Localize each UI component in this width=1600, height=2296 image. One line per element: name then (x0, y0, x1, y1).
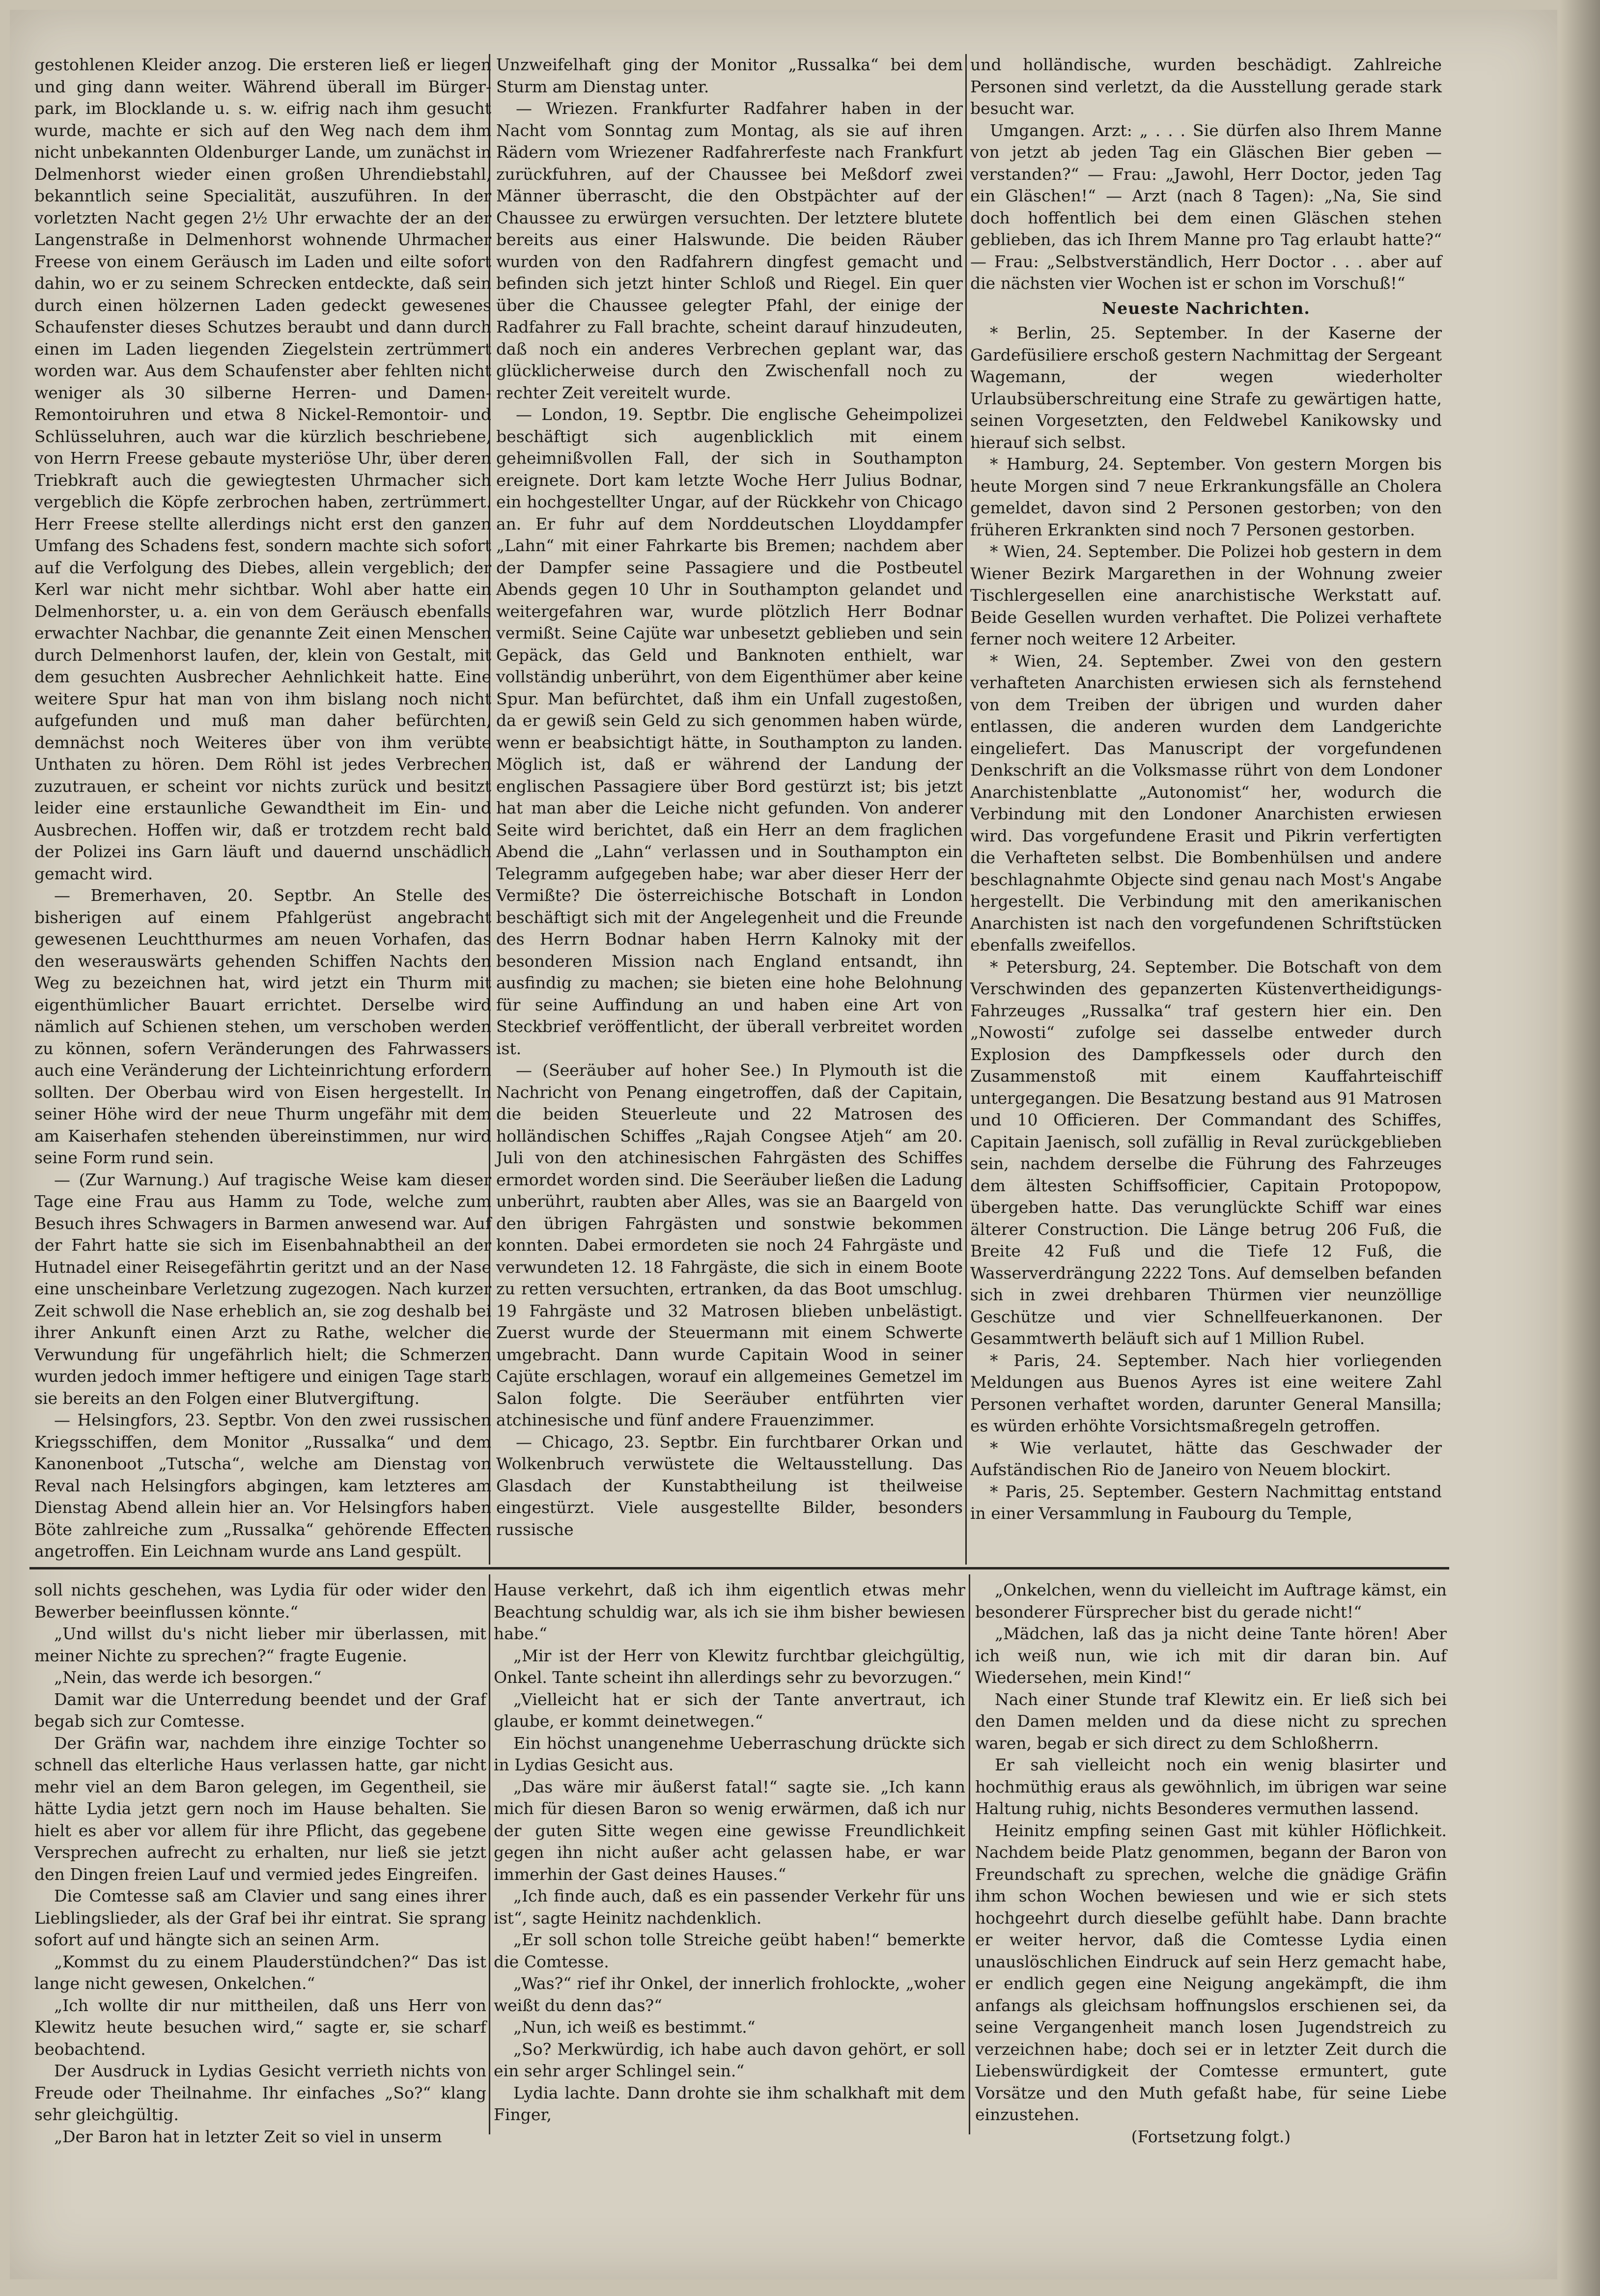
article-paragraph: — Helsingfors, 23. Septbr. Von den zwei russischen Kriegsschiffen, dem Monitor „Russalka“ und dem Kanonenboot „Tutscha“, welche am Dienstag von Reval nach Helsingfors abgingen, kam letzteres am Dienstag Abend allein hier an. Vor Helsingfors haben Böte zahlreiche zum „Russalka“ gehörende Effecten angetroffen. Ein Leichnam wurde ans Land gespült. (34, 1410, 491, 1561)
news-item: * Paris, 25. September. Gestern Nachmittag entstand in einer Versammlung in Faubourg du Temple, (970, 1482, 1442, 1523)
column-rule (489, 1574, 490, 2134)
feuilleton-column-2 (494, 1579, 965, 2134)
column-rule (969, 1574, 970, 2134)
column-rule (965, 54, 967, 1565)
anecdote-paragraph: Umgangen. Arzt: „ . . . Sie dürfen also Ihrem Manne von jetzt ab jeden Tag ein Gläschen Bier geben — verstanden?“ — Frau: „Jawohl, Herr Doctor, jeden Tag ein Gläschen!“ — Arzt (nach 8 Tagen): „Na, Sie sind doch hoffentlich bei dem einen Gläschen stehen geblieben, das ich Ihrem Manne pro Tag erlaubt hatte?“ — Frau: „Selbstverständlich, Herr Doctor . . . aber auf die nächsten vier Wochen ist er schon im Vorschuß!“ (970, 120, 1442, 293)
news-item: * Petersburg, 24. September. Die Botschaft von dem Verschwinden des gepanzerten Küstenvertheidigungs-Fahrzeuges „Russalka“ traf gestern hier ein. Den „Nowosti“ zufolge sei dasselbe entweder durch Explosion des Dampfkessels oder durch den Zusammenstoß mit einem Kauffahrteischiff untergegangen. Die Besatzung bestand aus 91 Matrosen und 10 Officieren. Der Commandant des Schiffes, Capitain Jaenisch, soll zufällig in Reval zurückgeblieben sein, nachdem derselbe die Führung des Fahrzeuges dem ältesten Schiffsofficier, Capitain Protopopow, übergeben hatte. Das verunglückte Schiff war eines älterer Construction. Die Länge betrug 206 Fuß, die Breite 42 Fuß und die Tiefe 12 Fuß, die Wasserverdrängung 2222 Tons. Auf demselben befanden sich in zwei drehbaren Thürmen vier neunzöllige Geschütze und vier Schnellfeuerkanonen. Der Gesammtwerth beläuft sich auf 1 Million Rubel. (970, 957, 1442, 1348)
story-paragraph: „Mir ist der Herr von Klewitz furchtbar gleichgültig, Onkel. Tante scheint ihn allerdings sehr zu bevorzugen.“ (494, 1646, 965, 1687)
article-paragraph: — London, 19. Septbr. Die englische Geheimpolizei beschäftigt sich augenblicklich mit einem geheimnißvollen Fall, der sich in Southampton ereignete. Dort kam letzte Woche Herr Julius Bodnar, ein hochgestellter Ungar, auf der Rückkehr von Chicago an. Er fuhr auf dem Norddeutschen Lloyddampfer „Lahn“ mit einer Fahrkarte bis Bremen; nachdem aber der Dampfer seine Passagiere und die Postbeutel Abends gegen 10 Uhr in Southampton gelandet und weitergefahren war, wurde plötzlich Herr Bodnar vermißt. Seine Cajüte war unbesetzt geblieben und sein Gepäck, das Geld und Banknoten enthielt, war vollständig unberührt, von dem Eigenthümer aber keine Spur. Man befürchtet, daß ihm ein Unfall zugestoßen, da er gewiß sein Geld zu sich genommen haben würde, wenn er beabsichtigt hätte, in Southampton zu landen. Möglich ist, daß er während der Landung der englischen Passagiere über Bord gestürzt ist; bis jetzt hat man aber die Leiche nicht gefunden. Von anderer Seite wird berichtet, daß ein Herr an dem fraglichen Abend die „Lahn“ verlassen und in Southampton ein Telegramm aufgegeben habe; war aber dieser Herr der Vermißte? Die österreichische Botschaft in London beschäftigt sich mit der Angelegenheit und die Freunde des Herrn Bodnar haben Herrn Kalnoky mit der besonderen Mission nach England entsandt, ihn ausfindig zu machen; sie bieten eine hohe Belohnung für seine Auffindung an und haben eine Art von Steckbrief veröffentlicht, der überall verbreitet worden ist. (496, 405, 963, 1058)
article-paragraph: — Chicago, 23. Septbr. Ein furchtbarer Orkan und Wolkenbruch verwüstete die Weltausstellung. Das Glasdach der Kunstabtheilung ist theilweise eingestürzt. Viele ausgestellte Bilder, besonders russische (496, 1432, 963, 1539)
article-paragraph: gestohlenen Kleider anzog. Die ersteren ließ er liegen und ging dann weiter. Während überall im Bürger-park, im Blocklande u. s. w. eifrig nach ihm gesucht wurde, machte er sich auf den Weg nach dem ihm nicht unbekannten Oldenburger Lande, um zunächst in Delmenhorst wieder einen großen Uhrendiebstahl, bekanntlich seine Specialität, auszuführen. In der vorletzten Nacht gegen 2½ Uhr erwachte der an der Langenstraße in Delmenhorst wohnende Uhrmacher Freese von einem Geräusch im Laden und eilte sofort dahin, wo er zu seinem Schrecken entdeckte, daß sein durch einen hölzernen Laden gedeckt gewesenes Schaufenster dieses Schutzes beraubt und dann durch einen im Laden liegenden Ziegelstein zertrümmert worden war. Aus dem Schaufenster aber fehlten nicht weniger als 30 silberne Herren- und Damen-Remontoiruhren und etwa 8 Nickel-Remontoir- und Schlüsseluhren, auch war die kürzlich beschriebene, von Herrn Freese gebaute mysteriöse Uhr, über deren Triebkraft auch die gewiegtesten Uhrmacher sich vergeblich die Köpfe zerbrochen haben, zertrümmert. Herr Freese stellte allerdings nicht erst den ganzen Umfang des Schadens fest, sondern machte sich sofort auf die Verfolgung des Diebes, allein vergeblich; der Kerl war nicht mehr sichtbar. Wohl aber hatte ein Delmenhorster, u. a. ein von dem Geräusch ebenfalls erwachter Nachbar, die genannte Zeit einen Menschen durch Delmenhorst laufen, der, klein von Gestalt, mit dem gesuchten Ausbrecher Aehnlichkeit hatte. Eine weitere Spur hat man von ihm bislang noch nicht aufgefunden und muß man daher befürchten, demnächst noch Weiteres über von ihm verübte Unthaten zu hören. Dem Röhl ist jedes Verbrechen zuzutrauen, er scheint vor nichts zurück und besitzt leider eine erstaunliche Gewandtheit im Ein- und Ausbrechen. Hoffen wir, daß er trotzdem recht bald der Polizei ins Garn läuft und dauernd unschädlich gemacht wird. (34, 55, 491, 883)
news-item: * Berlin, 25. September. In der Kaserne der Gardefüsiliere erschoß gestern Nachmittag der Sergeant Wagemann, der wegen wiederholter Urlaubsüberschreitung eine Strafe zu gewärtigen hatte, seinen Vorgesetzten, den Feldwebel Kanikowsky und hierauf sich selbst. (970, 323, 1442, 452)
story-paragraph: Er sah vielleicht noch ein wenig blasirter und hochmüthig eraus als gewöhnlich, im übrigen war seine Haltung ruhig, nichts Besonderes vermuthen lassend. (975, 1755, 1447, 1818)
story-paragraph: Damit war die Unterredung beendet und der Graf begab sich zur Comtesse. (34, 1689, 486, 1731)
news-item: * Wie verlautet, hätte das Geschwader der Aufständischen Rio de Janeiro von Neuem blockirt. (970, 1438, 1442, 1479)
story-paragraph: „Nein, das werde ich besorgen.“ (54, 1668, 322, 1687)
story-paragraph: „Ich wollte dir nur mittheilen, daß uns Herr von Klewitz heute besuchen wird,“ sagte er, sie scharf beobachtend. (34, 1995, 486, 2059)
section-heading-latest-news: Neueste Nachrichten. (1102, 298, 1310, 318)
story-paragraph: „Was?“ rief ihr Onkel, der innerlich frohlockte, „woher weißt du denn das?“ (494, 1974, 965, 2015)
story-paragraph: „Ich finde auch, daß es ein passender Verkehr für uns ist“, sagte Heinitz nachdenklich. (494, 1886, 965, 1928)
story-paragraph: Ein höchst unangenehme Ueberraschung drückte sich in Lydias Gesicht aus. (494, 1733, 965, 1774)
story-paragraph: „Vielleicht hat er sich der Tante anvertraut, ich glaube, er kommt deinetwegen.“ (494, 1689, 965, 1731)
story-paragraph: Die Comtesse saß am Clavier und sang eines ihrer Lieblingslieder, als der Graf bei ihr eintrat. Sie sprang sofort auf und hängte sich an seinen Arm. (34, 1886, 486, 1949)
continuation-note: (Fortsetzung folgt.) (1131, 2127, 1291, 2146)
story-paragraph: „Das wäre mir äußerst fatal!“ sagte sie. „Ich kann mich für diesen Baron so wenig erwärmen, daß ich nur der guten Sitte wegen eine gewisse Freundlichkeit gegen ihn nicht außer acht gelassen habe, er war immerhin der Gast deines Hauses.“ (494, 1777, 965, 1884)
story-paragraph: „Und willst du's nicht lieber mir überlassen, mit meiner Nichte zu sprechen?“ fragte Eugenie. (34, 1624, 486, 1665)
article-paragraph: — Bremerhaven, 20. Septbr. An Stelle des bisherigen auf einem Pfahlgerüst angebracht gewesenen Leuchtthurmes am neuen Vorhafen, das den weserauswärts gehenden Schiffen Nachts den Weg zu bezeichnen hat, wird jetzt ein Thurm mit eigenthümlicher Bauart errichtet. Derselbe wird nämlich auf Schienen stehen, um verschoben werden zu können, sofern Veränderungen des Fahrwassers auch eine Veränderung der Lichteinrichtung erfordern sollten. Der Oberbau wird von Eisen hergestellt. In seiner Höhe wird der neue Thurm ungefähr mit dem am Kaiserhafen stehenden übereinstimmen, nur wird seine Form rund sein. (34, 886, 491, 1167)
story-paragraph: „Kommst du zu einem Plauderstündchen?“ Das ist lange nicht gewesen, Onkelchen.“ (34, 1952, 486, 1993)
news-item: * Wien, 24. September. Zwei von den gestern verhafteten Anarchisten erwiesen sich als fernstehend von dem Treiben der übrigen und wurden daher entlassen, die anderen wurden dem Landgerichte eingeliefert. Das Manuscript der vorgefundenen Denkschrift an die Volksmasse rührt von dem Londoner Anarchistenblatte „Autonomist“ her, wodurch die Verbindung mit den Londoner Anarchisten erwiesen wird. Das vorgefundene Erasit und Pikrin verfertigten die Verhafteten selbst. Die Bombenhülsen und andere beschlagnahmte Objecte sind genau nach Most's Angabe hergestellt. Die Verbindung mit den amerikanischen Anarchisten ist nach den vorgefundenen Schriftstücken ebenfalls zweifellos. (970, 651, 1442, 954)
article-paragraph: Unzweifelhaft ging der Monitor „Russalka“ bei dem Sturm am Dienstag unter. (496, 55, 963, 96)
page-edge-shadow (1561, 0, 1600, 2296)
article-paragraph: — (Seeräuber auf hoher See.) In Plymouth ist die Nachricht von Penang eingetroffen, daß der Capitain, die beiden Steuerleute und 22 Matrosen des holländischen Schiffes „Rajah Congsee Atjeh“ am 20. Juli von den atchinesischen Fahrgästen des Schiffes ermordet worden sind. Die Seeräuber ließen die Ladung unberührt, raubten aber Alles, was sie an Baargeld von den übrigen Fahrgästen und sonstwie bekommen konnten. Dabei ermordeten sie noch 24 Fahrgäste und verwundeten 12. 18 Fahrgäste, die sich in einem Boote zu retten versuchten, ertranken, da das Boot umschlug. 19 Fahrgäste und 32 Matrosen blieben unbelästigt. Zuerst wurde der Steuermann mit einem Schwerte umgebracht. Dann wurde Capitain Wood in seiner Cajüte erschlagen, worauf ein allgemeines Gemetzel im Salon folgte. Die Seeräuber entführten vier atchinesische und fünf andere Frauenzimmer. (496, 1061, 963, 1429)
story-paragraph: „Er soll schon tolle Streiche geübt haben!“ bemerkte die Comtesse. (494, 1930, 965, 1971)
story-paragraph: „Nun, ich weiß es bestimmt.“ (513, 2017, 756, 2037)
article-paragraph: und holländische, wurden beschädigt. Zahlreiche Personen sind verletzt, da die Ausstellung gerade stark besucht war. (970, 55, 1442, 118)
story-paragraph: Der Gräfin war, nachdem ihre einzige Tochter so schnell das elterliche Haus verlassen hatte, gar nicht mehr viel an dem Baron gelegen, im Gegentheil, sie hätte Lydia jetzt gern noch im Hause behalten. Sie hielt es aber vor allem für ihre Pflicht, das gegebene Versprechen aufrecht zu erhalten, nur ließ sie jetzt den Dingen freien Lauf und vermied jedes Eingreifen. (34, 1733, 486, 1884)
story-paragraph: soll nichts geschehen, was Lydia für oder wider den Bewerber beeinflussen könnte.“ (34, 1580, 486, 1622)
news-item: * Hamburg, 24. September. Von gestern Morgen bis heute Morgen sind 7 neue Erkrankungsfälle an Cholera gemeldet, davon sind 2 Personen gestorben; von den früheren Erkrankten sind noch 7 Personen gestorben. (970, 454, 1442, 539)
story-paragraph: „So? Merkwürdig, ich habe auch davon gehört, er soll ein sehr arger Schlingel sein.“ (494, 2039, 965, 2080)
story-paragraph: Lydia lachte. Dann drohte sie ihm schalkhaft mit dem Finger, (494, 2083, 965, 2124)
story-paragraph: „Der Baron hat in letzter Zeit so viel in unserm (54, 2127, 442, 2146)
news-column-1 (34, 54, 491, 1562)
news-item: * Paris, 24. September. Nach hier vorliegenden Meldungen aus Buenos Ayres ist eine weitere Zahl Personen verhaftet worden, darunter General Mansilla; es würden erhöhte Vorsichtsmaßregeln getroffen. (970, 1350, 1442, 1435)
story-paragraph: Der Ausdruck in Lydias Gesicht verrieth nichts von Freude oder Theilnahme. Ihr einfaches „So?“ klang sehr gleichgültig. (34, 2061, 486, 2124)
article-paragraph: — (Zur Warnung.) Auf tragische Weise kam dieser Tage eine Frau aus Hamm zu Tode, welche zum Besuch ihres Schwagers in Barmen anwesend war. Auf der Fahrt hatte sie sich im Eisenbahnabtheil an der Hutnadel einer Reisegefährtin geritzt und an der Nase eine unscheinbare Verletzung zugezogen. Nach kurzer Zeit schwoll die Nase erheblich an, sie zog deshalb bei ihrer Ankunft einen Arzt zu Rathe, welcher die Verwundung für ungefährlich hielt; die Schmerzen wurden jedoch immer heftigere und einigen Tage starb sie bereits an den Folgen einer Blutvergiftung. (34, 1170, 491, 1408)
story-paragraph: Heinitz empfing seinen Gast mit kühler Höflichkeit. Nachdem beide Platz genommen, begann der Baron von Freundschaft zu sprechen, welche die gnädige Gräfin ihm schon Wochen bewiesen und wie er sich stets hochgeehrt durch dieselbe gefühlt habe. Dann brachte er weiter hervor, daß die Comtesse Lydia einen unauslöschlichen Eindruck auf sein Herz gemacht habe, er endlich gegen eine Neigung angekämpft, die ihm anfangs als gleichsam hoffnungslos erschienen sei, da seine Vergangenheit manch losen Jugendstreich zu verzeichnen habe; doch sei er in letzter Zeit durch die Liebenswürdigkeit der Comtesse ermuntert, gute Vorsätze und den Muth gefaßt habe, für seine Liebe einzustehen. (975, 1820, 1447, 2124)
news-column-2 (496, 54, 963, 1562)
story-paragraph: Nach einer Stunde traf Klewitz ein. Er ließ sich bei den Damen melden und da diese nicht zu sprechen waren, begab er sich direct zu dem Schloßherrn. (975, 1689, 1447, 1753)
feuilleton-column-3 (975, 1579, 1447, 2146)
story-paragraph: „Onkelchen, wenn du vielleicht im Auftrage kämst, ein besonderer Fürsprecher bist du gerade nicht!“ (975, 1580, 1447, 1622)
feuilleton-separator (29, 1567, 1449, 1569)
news-column-3 (970, 54, 1442, 1562)
news-item: * Wien, 24. September. Die Polizei hob gestern in dem Wiener Bezirk Margarethen in der Wohnung zweier Tischlergesellen eine anarchistische Werkstatt auf. Beide Gesellen wurden verhaftet. Die Polizei verhaftete ferner noch weitere 12 Arbeiter. (970, 542, 1442, 648)
feuilleton-column-1 (34, 1579, 486, 2146)
story-paragraph: Hause verkehrt, daß ich ihm eigentlich etwas mehr Beachtung schuldig war, als ich sie ihm bisher bewiesen habe.“ (494, 1580, 965, 1643)
story-paragraph: „Mädchen, laß das ja nicht deine Tante hören! Aber ich weiß nun, wie ich mit dir daran bin. Auf Wiedersehen, mein Kind!“ (975, 1624, 1447, 1687)
article-paragraph: — Wriezen. Frankfurter Radfahrer haben in der Nacht vom Sonntag zum Montag, als sie auf ihren Rädern vom Wriezener Radfahrerfeste nach Frankfurt zurückfuhren, auf der Chaussee bei Meßdorf zwei Männer überrascht, die den Obstpächter auf der Chaussee zu erwürgen versuchten. Der letztere blutete bereits aus einer Halswunde. Die beiden Räuber wurden von den Radfahrern dingfest gemacht und befinden sich jetzt hinter Schloß und Riegel. Ein quer über die Chaussee gelegter Pfahl, der einige der Radfahrer zu Fall brachte, scheint darauf hinzudeuten, daß noch ein anderes Verbrechen geplant war, das glücklicherweise durch den Zwischenfall noch zu rechter Zeit vereitelt wurde. (496, 99, 963, 402)
